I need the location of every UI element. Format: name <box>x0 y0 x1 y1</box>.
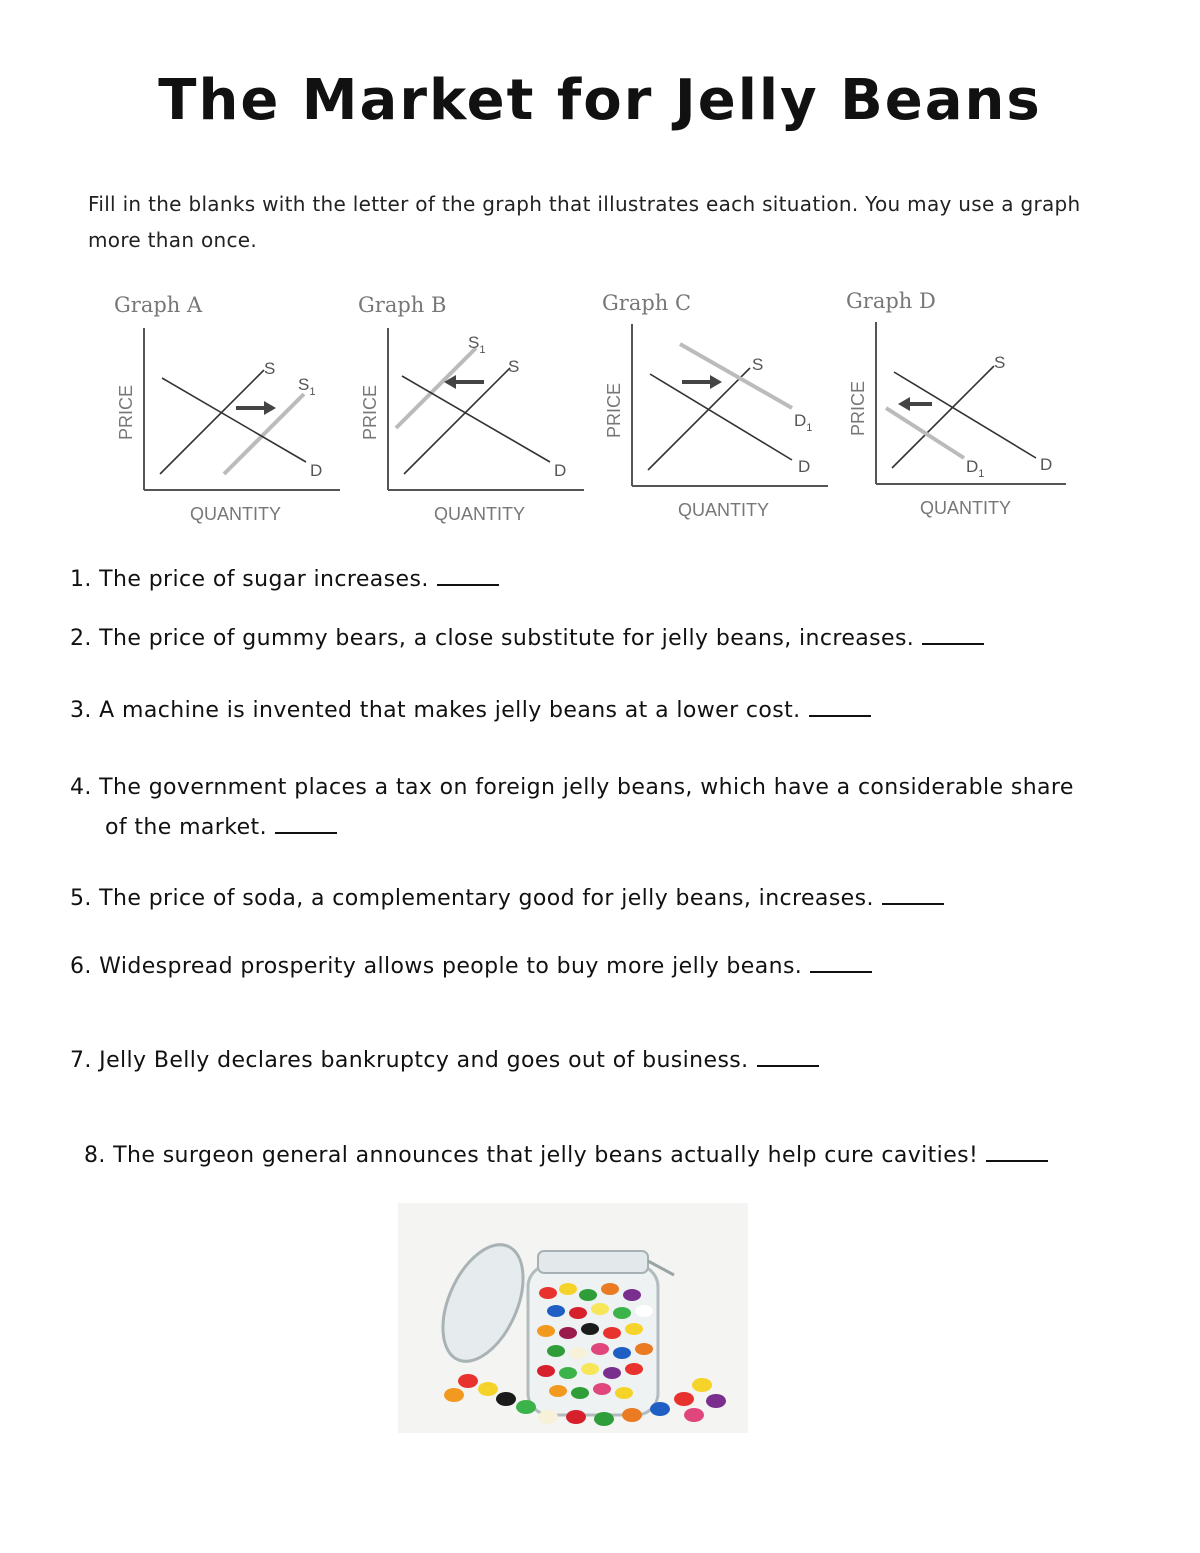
curve-label-s: S <box>264 359 276 378</box>
question-7 <box>70 1047 819 1073</box>
arrow-head-icon <box>710 375 722 389</box>
x-axis-label: QUANTITY <box>434 504 526 524</box>
shifted-demand-curve <box>680 344 792 408</box>
question-text: 3. A machine is invented that makes jelly beans at a lower cost. <box>70 698 801 723</box>
question-2 <box>70 625 984 651</box>
instructions: Fill in the blanks with the letter of the graph that illustrates each situation. You may use a graph more than once. <box>88 192 1081 252</box>
graph-d <box>840 280 1080 540</box>
curve-label-d: D <box>310 461 323 480</box>
curve-label-d: D <box>1040 455 1053 474</box>
x-axis-label: QUANTITY <box>920 498 1012 518</box>
curve-label-s1 <box>298 375 315 398</box>
y-axis-label: PRICE <box>116 384 136 440</box>
question-4 <box>70 775 1074 840</box>
question-3 <box>70 697 871 723</box>
curve-label-d: D <box>554 461 567 480</box>
answer-blank[interactable] <box>809 697 871 717</box>
jar-lid <box>427 1233 540 1374</box>
question-5 <box>70 885 944 911</box>
arrow-head-icon <box>264 401 276 415</box>
supply-curve <box>892 366 994 468</box>
curve-label-s1-sub: 1 <box>309 386 316 398</box>
answer-blank[interactable] <box>757 1047 819 1067</box>
question-text: 2. The price of gummy bears, a close substitute for jelly beans, increases. <box>70 626 915 651</box>
arrow-head-icon <box>898 397 910 411</box>
curve-label-d1-letter: D <box>794 411 807 430</box>
x-axis-label: QUANTITY <box>678 500 770 520</box>
question-text: 8. The surgeon general announces that jelly beans actually help cure cavities! <box>84 1143 979 1168</box>
curve-label-s1-sub: 1 <box>479 344 486 356</box>
graph-title: Graph B <box>358 293 447 317</box>
graph-b <box>352 280 592 540</box>
graph-title: Graph C <box>602 291 692 315</box>
graph-title: Graph D <box>846 289 936 313</box>
jar-neck <box>538 1251 648 1273</box>
answer-blank[interactable] <box>922 625 984 645</box>
demand-curve <box>402 376 550 462</box>
graph-title: Graph A <box>114 293 203 317</box>
curve-label-s1-letter: S <box>468 333 480 352</box>
y-axis-label: PRICE <box>360 384 380 440</box>
curve-label-d1-sub: 1 <box>978 468 985 480</box>
curve-label-d1 <box>966 457 984 480</box>
graph-c-svg <box>596 280 836 540</box>
graph-b-svg <box>352 280 592 540</box>
curve-label-s: S <box>752 355 764 374</box>
question-1 <box>70 566 499 592</box>
curve-label-d1-sub: 1 <box>806 422 813 434</box>
answer-blank[interactable] <box>810 953 872 973</box>
curve-label-s: S <box>508 357 520 376</box>
answer-blank[interactable] <box>986 1142 1048 1162</box>
curve-label-s: S <box>994 353 1006 372</box>
answer-blank[interactable] <box>437 566 499 586</box>
page-title: The Market for Jelly Beans <box>158 68 1042 133</box>
jar-illustration <box>398 1203 748 1433</box>
y-axis-label: PRICE <box>848 380 868 436</box>
question-text: 4. The government places a tax on foreign jelly beans, which have a considerable share <box>70 775 1074 800</box>
curve-label-d1-letter: D <box>966 457 979 476</box>
question-text: 5. The price of soda, a complementary good for jelly beans, increases. <box>70 886 874 911</box>
question-text-cont: of the market. <box>105 815 267 840</box>
question-text: 7. Jelly Belly declares bankruptcy and goes out of business. <box>70 1048 749 1073</box>
graph-d-svg <box>840 280 1080 540</box>
answer-blank[interactable] <box>275 814 337 834</box>
question-text: 6. Widespread prosperity allows people to buy more jelly beans. <box>70 954 803 979</box>
shifted-demand-curve <box>886 408 964 458</box>
curve-label-d1 <box>794 411 812 434</box>
question-continuation <box>70 814 1074 840</box>
graph-a-svg <box>108 280 348 540</box>
question-6 <box>70 953 872 979</box>
graph-c <box>596 280 836 540</box>
graph-a <box>108 280 348 540</box>
x-axis-label: QUANTITY <box>190 504 282 524</box>
jelly-bean-jar-image <box>398 1203 748 1433</box>
shifted-supply-curve <box>396 348 476 428</box>
curve-label-d: D <box>798 457 811 476</box>
question-text: 1. The price of sugar increases. <box>70 567 429 592</box>
y-axis-label: PRICE <box>604 382 624 438</box>
curve-label-s1-letter: S <box>298 375 310 394</box>
question-8 <box>84 1142 1048 1168</box>
answer-blank[interactable] <box>882 885 944 905</box>
